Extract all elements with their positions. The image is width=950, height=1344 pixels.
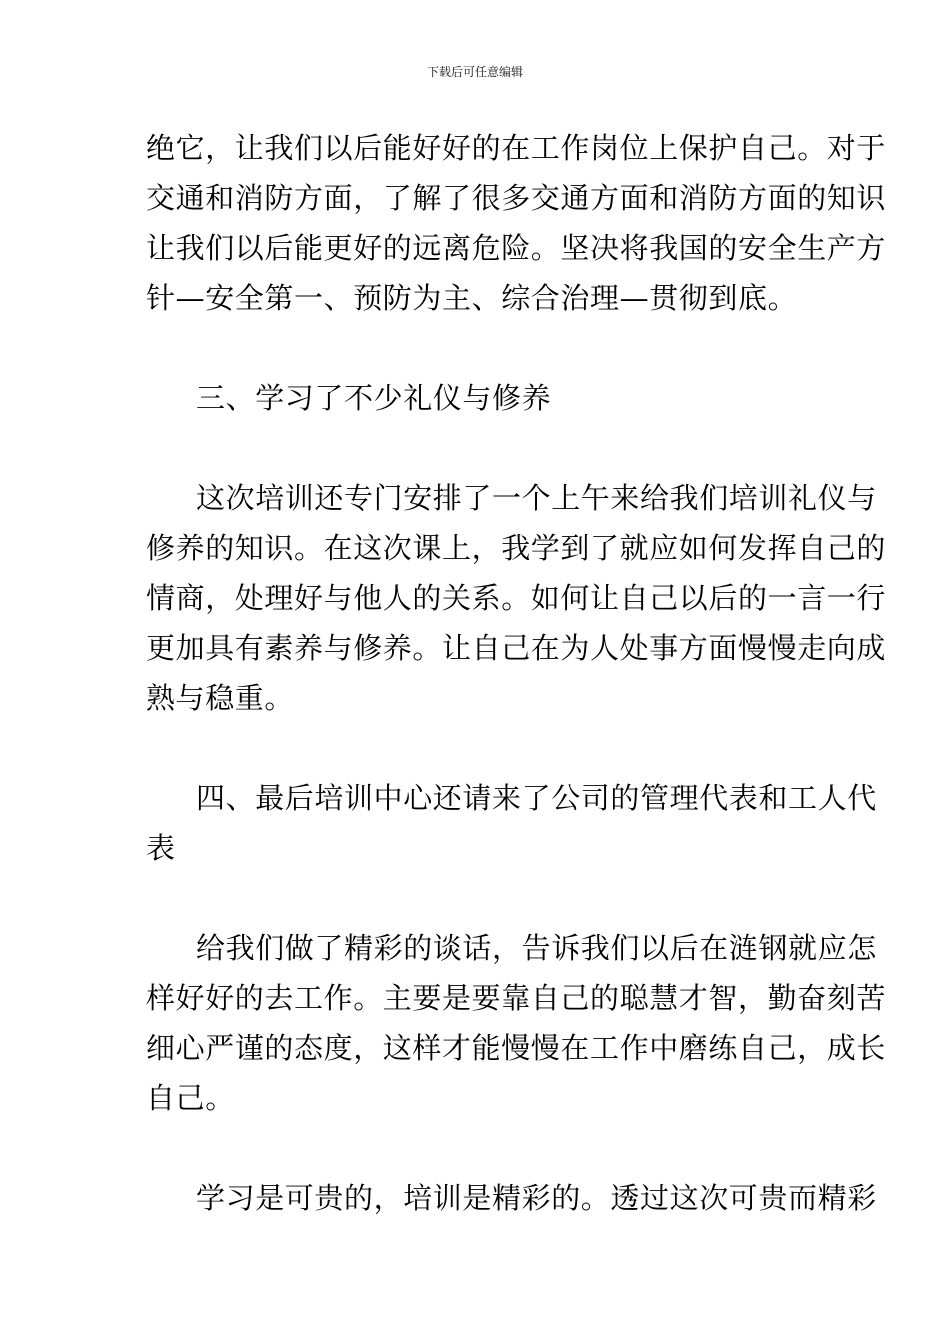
section-heading-continued: 表 bbox=[146, 831, 176, 865]
paragraph-line: 熟与稳重。 bbox=[146, 681, 295, 715]
paragraph-line: 绝它，让我们以后能好好的在工作岗位上保护自己。对于 bbox=[146, 131, 887, 165]
paragraph-line: 这次培训还专门安排了一个上午来给我们培训礼仪与 bbox=[196, 481, 877, 515]
paragraph-line: 细心严谨的态度，这样才能慢慢在工作中磨练自己，成长 bbox=[146, 1031, 887, 1065]
section-heading: 三、学习了不少礼仪与修养 bbox=[196, 381, 552, 415]
paragraph-line: 样好好的去工作。主要是要靠自己的聪慧才智，勤奋刻苦 bbox=[146, 981, 887, 1015]
paragraph-line: 让我们以后能更好的远离危险。坚决将我国的安全生产方 bbox=[146, 231, 887, 265]
page-header-note: 下载后可任意编辑 bbox=[426, 65, 523, 79]
paragraph-line: 针—安全第一、预防为主、综合治理—贯彻到底。 bbox=[146, 281, 798, 315]
paragraph-line: 情商，处理好与他人的关系。如何让自己以后的一言一行 bbox=[146, 581, 887, 615]
paragraph-line: 交通和消防方面，了解了很多交通方面和消防方面的知识 bbox=[146, 181, 887, 215]
paragraph-line: 更加具有素养与修养。让自己在为人处事方面慢慢走向成 bbox=[146, 631, 887, 665]
paragraph-line: 修养的知识。在这次课上，我学到了就应如何发挥自己的 bbox=[146, 531, 887, 565]
paragraph-line: 自己。 bbox=[146, 1081, 235, 1115]
paragraph-line: 给我们做了精彩的谈话，告诉我们以后在涟钢就应怎 bbox=[196, 931, 877, 965]
paragraph-line: 学习是可贵的，培训是精彩的。透过这次可贵而精彩 bbox=[196, 1181, 877, 1215]
section-heading: 四、最后培训中心还请来了公司的管理代表和工人代 bbox=[196, 781, 877, 815]
